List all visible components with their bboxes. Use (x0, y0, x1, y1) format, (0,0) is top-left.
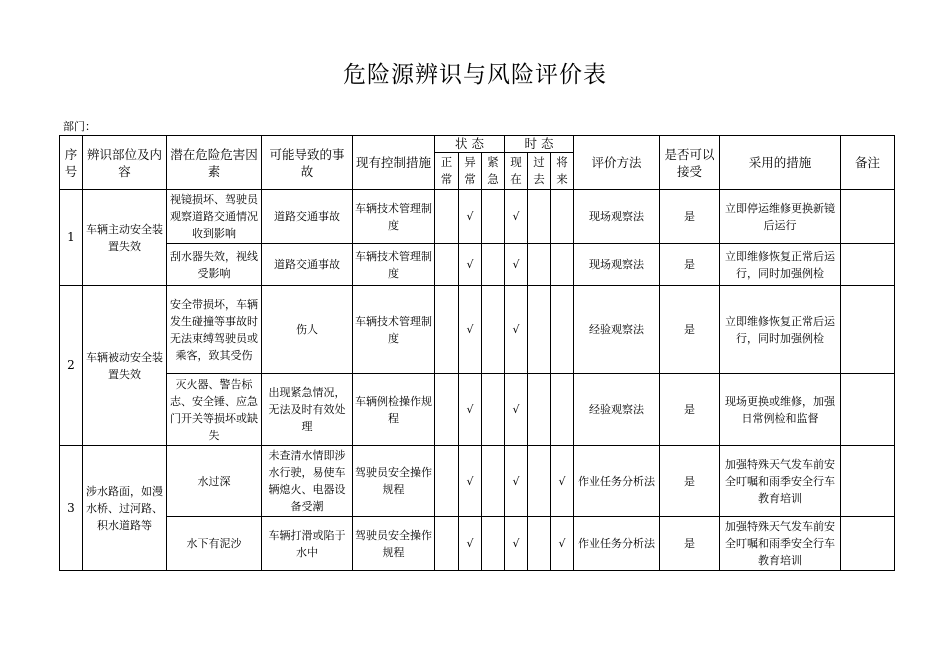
state-normal-mark (435, 244, 459, 286)
remarks-cell (841, 374, 895, 446)
table-row (60, 446, 895, 517)
state-emergency-mark (482, 190, 505, 244)
acceptable-cell: 是 (660, 517, 720, 571)
tense-future-mark (551, 286, 574, 374)
acceptable-cell: 是 (660, 446, 720, 517)
accident-cell: 道路交通事故 (262, 244, 353, 286)
accident-cell: 伤人 (262, 286, 353, 374)
tense-future-mark: √ (551, 446, 574, 517)
accident-cell: 出现紧急情况，无法及时有效处理 (262, 374, 353, 446)
state-normal-mark (435, 517, 459, 571)
measures-cell: 立即维修恢复正常后运行，同时加强例检 (720, 244, 841, 286)
tense-future-mark (551, 244, 574, 286)
accident-cell: 车辆打滑或陷于水中 (262, 517, 353, 571)
acceptable-cell: 是 (660, 190, 720, 244)
tense-present-mark: √ (505, 244, 528, 286)
seq-cell: 2 (60, 286, 83, 446)
header-state-emergency: 紧急 (482, 153, 505, 190)
tense-present-mark: √ (505, 286, 528, 374)
table-row (60, 244, 895, 286)
tense-past-mark (528, 244, 551, 286)
hazard-cell: 视镜损坏、驾驶员观察道路交通情况收到影响 (167, 190, 262, 244)
hazard-cell: 刮水器失效，视线受影响 (167, 244, 262, 286)
method-cell: 现场观察法 (574, 244, 660, 286)
control-cell: 车辆技术管理制度 (353, 244, 435, 286)
header-method: 评价方法 (574, 136, 660, 190)
header-tense-past: 过去 (528, 153, 551, 190)
method-cell: 经验观察法 (574, 286, 660, 374)
control-cell: 车辆例检操作规程 (353, 374, 435, 446)
location-cell: 涉水路面，如漫水桥、过河路、积水道路等 (83, 446, 167, 571)
hazard-cell: 水下有泥沙 (167, 517, 262, 571)
header-measures: 采用的措施 (720, 136, 841, 190)
state-emergency-mark (482, 244, 505, 286)
method-cell: 现场观察法 (574, 190, 660, 244)
acceptable-cell: 是 (660, 244, 720, 286)
risk-assessment-table (59, 135, 895, 571)
remarks-cell (841, 190, 895, 244)
remarks-cell (841, 286, 895, 374)
control-cell: 驾驶员安全操作规程 (353, 446, 435, 517)
measures-cell: 加强特殊天气发车前安全叮嘱和雨季安全行车教育培训 (720, 517, 841, 571)
control-cell: 车辆技术管理制度 (353, 190, 435, 244)
tense-past-mark (528, 190, 551, 244)
header-location: 辨识部位及内容 (83, 136, 167, 190)
accident-cell: 未查清水情即涉水行驶，易使车辆熄火、电器设备受潮 (262, 446, 353, 517)
tense-present-mark: √ (505, 374, 528, 446)
header-tense-future: 将来 (551, 153, 574, 190)
state-emergency-mark (482, 374, 505, 446)
header-remarks: 备注 (841, 136, 895, 190)
remarks-cell (841, 244, 895, 286)
acceptable-cell: 是 (660, 286, 720, 374)
header-hazard: 潜在危险危害因素 (167, 136, 262, 190)
tense-past-mark (528, 517, 551, 571)
page-title: 危险源辨识与风险评价表 (343, 62, 607, 88)
tense-present-mark: √ (505, 190, 528, 244)
tense-past-mark (528, 374, 551, 446)
header-control: 现有控制措施 (353, 136, 435, 190)
state-normal-mark (435, 286, 459, 374)
table-row (60, 374, 895, 446)
state-normal-mark (435, 374, 459, 446)
header-accident: 可能导致的事故 (262, 136, 353, 190)
tense-future-mark: √ (551, 517, 574, 571)
hazard-cell: 安全带损坏，车辆发生碰撞等事故时无法束缚驾驶员或乘客，致其受伤 (167, 286, 262, 374)
state-emergency-mark (482, 517, 505, 571)
accident-cell: 道路交通事故 (262, 190, 353, 244)
hazard-cell: 水过深 (167, 446, 262, 517)
table-row (60, 190, 895, 244)
state-abnormal-mark: √ (459, 190, 482, 244)
remarks-cell (841, 446, 895, 517)
state-emergency-mark (482, 286, 505, 374)
header-tense-present: 现在 (505, 153, 528, 190)
state-normal-mark (435, 190, 459, 244)
state-abnormal-mark: √ (459, 446, 482, 517)
state-emergency-mark (482, 446, 505, 517)
method-cell: 作业任务分析法 (574, 446, 660, 517)
state-abnormal-mark: √ (459, 374, 482, 446)
hazard-cell: 灭火器、警告标志、安全锤、应急门开关等损坏或缺失 (167, 374, 262, 446)
table-row (60, 517, 895, 571)
measures-cell: 立即停运维修更换新镜后运行 (720, 190, 841, 244)
method-cell: 经验观察法 (574, 374, 660, 446)
measures-cell: 立即维修恢复正常后运行，同时加强例检 (720, 286, 841, 374)
header-seq: 序号 (60, 136, 83, 190)
tense-past-mark (528, 286, 551, 374)
measures-cell: 现场更换或维修，加强日常例检和监督 (720, 374, 841, 446)
tense-present-mark: √ (505, 446, 528, 517)
remarks-cell (841, 517, 895, 571)
method-cell: 作业任务分析法 (574, 517, 660, 571)
measures-cell: 加强特殊天气发车前安全叮嘱和雨季安全行车教育培训 (720, 446, 841, 517)
state-abnormal-mark: √ (459, 517, 482, 571)
department-label: 部门： (63, 120, 96, 133)
control-cell: 驾驶员安全操作规程 (353, 517, 435, 571)
control-cell: 车辆技术管理制度 (353, 286, 435, 374)
state-abnormal-mark: √ (459, 286, 482, 374)
state-abnormal-mark: √ (459, 244, 482, 286)
header-tense-group: 时 态 (505, 136, 574, 153)
header-state-group: 状 态 (435, 136, 505, 153)
header-state-normal: 正常 (435, 153, 459, 190)
tense-past-mark (528, 446, 551, 517)
seq-cell: 3 (60, 446, 83, 571)
tense-future-mark (551, 190, 574, 244)
header-state-abnormal: 异常 (459, 153, 482, 190)
seq-cell: 1 (60, 190, 83, 286)
location-cell: 车辆主动安全装置失效 (83, 190, 167, 286)
tense-present-mark: √ (505, 517, 528, 571)
tense-future-mark (551, 374, 574, 446)
acceptable-cell: 是 (660, 374, 720, 446)
state-normal-mark (435, 446, 459, 517)
table-row (60, 286, 895, 374)
header-acceptable: 是否可以接受 (660, 136, 720, 190)
location-cell: 车辆被动安全装置失效 (83, 286, 167, 446)
